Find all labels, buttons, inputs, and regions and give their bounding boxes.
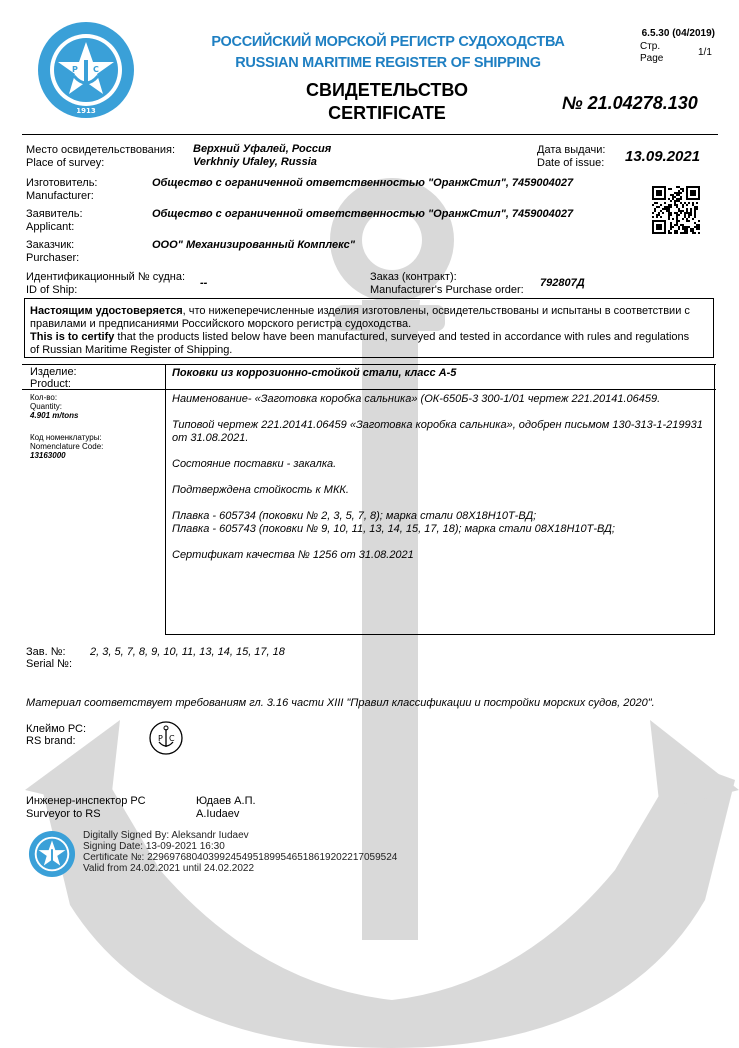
title-en: CERTIFICATE	[328, 103, 446, 123]
rs-logo-icon	[36, 20, 136, 120]
signature-line-3: Certificate №: 229697680403992454951899546518619202217059524	[83, 853, 398, 863]
ship-id-value: --	[200, 277, 208, 289]
quantity-value: 4.901 m/tons	[30, 411, 79, 420]
place-value-ru: Верхний Уфалей, Россия	[193, 143, 332, 155]
title-ru: СВИДЕТЕЛЬСТВО	[306, 80, 468, 100]
certify-ru-bold: Настоящим удостоверяется	[30, 305, 183, 317]
applicant-value: Общество с ограниченной ответственностью "ОранжСтил", 7459004027	[152, 208, 574, 220]
purchaser-label-en: Purchaser:	[26, 252, 80, 264]
product-line-quality-cert: Сертификат качества № 1256 от 31.08.2021	[172, 549, 414, 561]
product-line-heat-2: Плавка - 605743 (поковки № 9, 10, 11, 13, 14, 15, 17, 18); марка стали 08Х18Н10Т-ВД;	[172, 523, 615, 535]
brand-label-en: RS brand:	[26, 735, 76, 747]
manufacturer-value: Общество с ограниченной ответственностью "ОранжСтил", 7459004027	[152, 177, 574, 189]
signature-line-2: Signing Date: 13-09-2021 16:30	[83, 841, 225, 852]
page-label-en: Page	[640, 53, 664, 64]
date-of-issue: 13.09.2021	[625, 148, 701, 165]
surveyor-name-ru: Юдаев А.П.	[196, 795, 256, 807]
place-label-en: Place of survey:	[26, 157, 105, 169]
logo-year: 1913	[76, 107, 96, 115]
signature-line-1: Digitally Signed By: Aleksandr Iudaev	[83, 830, 249, 841]
applicant-label-ru: Заявитель:	[26, 208, 83, 220]
surveyor-label-en: Surveyor to RS	[26, 808, 101, 820]
code-value: 13163000	[30, 451, 66, 460]
surveyor-name-en: A.Iudaev	[196, 808, 240, 820]
purchaser-value: ООО" Механизированный Комплекс"	[152, 239, 356, 251]
signature-line-4: Valid from 24.02.2021 until 24.02.2022	[83, 863, 255, 874]
page-number: 1/1	[698, 47, 712, 58]
manufacturer-label-ru: Изготовитель:	[26, 177, 98, 189]
certify-en-rest: that the products listed below have been manufactured, surveyed and tested in accordance with rules and regulations	[114, 331, 690, 343]
stamp-letter-left: Р	[158, 734, 163, 743]
ship-id-label-ru: Идентификационный № судна:	[26, 271, 186, 283]
rs-brand-stamp-icon	[148, 720, 184, 756]
surveyor-label-ru: Инженер-инспектор РС	[26, 795, 146, 807]
manufacturer-label-en: Manufacturer:	[26, 190, 94, 202]
certify-ru-line2: правилами и предписаниями Российского морского регистра судоходства.	[30, 318, 412, 330]
order-label-ru: Заказ (контракт):	[370, 271, 457, 283]
order-label-en: Manufacturer's Purchase order:	[370, 284, 524, 296]
certify-en-bold: This is to certify	[30, 331, 115, 343]
quantity-label-en: Quantity:	[30, 402, 63, 411]
logo-letter-s: С	[93, 65, 99, 74]
page-label-ru: Стр.	[640, 41, 661, 52]
top-rule	[22, 134, 718, 135]
org-name-ru: РОССИЙСКИЙ МОРСКОЙ РЕГИСТР СУДОХОДСТВА	[211, 34, 565, 50]
quantity-label-ru: Кол-во:	[30, 393, 58, 402]
ship-id-label-en: ID of Ship:	[26, 284, 78, 296]
certify-ru-rest: , что нижеперечисленные изделия изготовлены, освидетельствованы и испытаны в соответствии с	[182, 305, 690, 317]
product-line-name: Наименование- «Заготовка коробка сальника» (ОК-650Б-3 300-1/01 чертеж 221.20141.06459.	[172, 393, 661, 405]
logo-letter-r: Р	[72, 65, 78, 74]
product-top-rule	[22, 364, 716, 365]
serial-value: 2, 3, 5, 7, 8, 9, 10, 11, 13, 14, 15, 17, 18	[90, 646, 285, 658]
product-label-ru: Изделие:	[30, 366, 77, 378]
applicant-label-en: Applicant:	[26, 221, 75, 233]
date-label-en: Date of issue:	[537, 157, 605, 169]
product-line-mkk: Подтверждена стойкость к МКК.	[172, 484, 349, 496]
product-bottom-rule	[165, 634, 715, 635]
org-name-en: RUSSIAN MARITIME REGISTER OF SHIPPING	[235, 55, 541, 71]
purchaser-label-ru: Заказчик:	[26, 239, 75, 251]
certificate-number: № 21.04278.130	[562, 93, 698, 113]
certify-ru-line1	[30, 305, 710, 318]
serial-label-en: Serial №:	[26, 658, 73, 670]
place-label-ru: Место освидетельствования:	[26, 144, 176, 156]
code-label-ru: Код номенклатуры:	[30, 433, 102, 442]
product-line-heat-1: Плавка - 605734 (поковки № 2, 3, 5, 7, 8); марка стали 08Х18Н10Т-ВД;	[172, 510, 537, 522]
product-line-delivery: Состояние поставки - закалка.	[172, 458, 337, 470]
date-label-ru: Дата выдачи:	[537, 144, 606, 156]
place-value-en: Verkhniy Ufaley, Russia	[193, 156, 317, 168]
product-value: Поковки из коррозионно-стойкой стали, класс А-5	[172, 367, 457, 379]
qr-code-icon	[652, 186, 700, 234]
brand-label-ru: Клеймо РС:	[26, 723, 87, 735]
product-label-en: Product:	[30, 378, 71, 390]
product-header-rule	[22, 389, 716, 390]
conformity-statement: Материал соответствует требованиям гл. 3.16 части XIII "Правил классификации и постройки морских судов, 2020".	[26, 697, 655, 709]
digital-signature-logo-icon	[28, 830, 76, 878]
certify-en-line1	[30, 331, 712, 344]
product-divider	[165, 364, 166, 634]
order-value: 792807Д	[540, 277, 585, 289]
stamp-letter-right: С	[169, 734, 175, 743]
product-line-drawing-date: от 31.08.2021.	[172, 432, 249, 444]
product-line-drawing: Типовой чертеж 221.20141.06459 «Заготовка коробка сальника», одобрен письмом 130-313-1-219931	[172, 419, 703, 431]
serial-label-ru: Зав. №:	[26, 646, 66, 658]
code-label-en: Nomenclature Code:	[30, 442, 104, 451]
form-code: 6.5.30 (04/2019)	[641, 28, 715, 39]
product-right-edge	[714, 364, 715, 634]
certify-en-line2: of Russian Maritime Register of Shipping.	[30, 344, 233, 356]
